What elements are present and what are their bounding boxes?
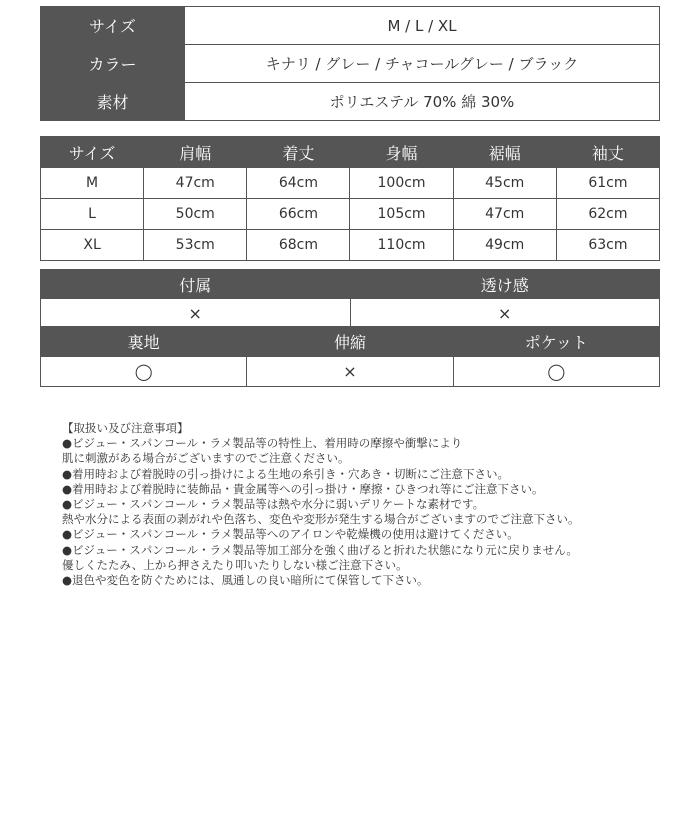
notes-line: ●着用時および着脱時の引っ掛けによる生地の糸引き・穴あき・切断にご注意下さい。 (62, 466, 510, 481)
cross-mark: × (41, 299, 351, 328)
spec-label: サイズ (41, 7, 185, 45)
table-row (41, 199, 660, 230)
table-cell: 100cm (350, 168, 453, 199)
notes-line: ●退色や変色を防ぐためには、風通しの良い暗所にて保管して下さい。 (62, 573, 429, 588)
spec-row-material (41, 83, 660, 121)
table-cell: 105cm (350, 199, 453, 230)
spec-table (40, 6, 660, 121)
table-cell: 66cm (247, 199, 350, 230)
features-value-row (41, 357, 660, 387)
table-cell: 47cm (453, 199, 556, 230)
table-cell: 63cm (556, 230, 659, 261)
table-cell: 110cm (350, 230, 453, 261)
table-cell: 68cm (247, 230, 350, 261)
notes-line: ●ビジュー・スパンコール・ラメ製品等は熱や水分に弱いデリケートな素材です。 (62, 497, 485, 512)
table-cell: L (41, 199, 144, 230)
table-cell: 62cm (556, 199, 659, 230)
notes-line: ●ビジュー・スパンコール・ラメ製品等へのアイロンや乾燥機の使用は避けてください。 (62, 527, 519, 542)
features-table-top (40, 269, 660, 328)
column-header: 着丈 (247, 137, 350, 168)
table-cell: 45cm (453, 168, 556, 199)
column-header: 身幅 (350, 137, 453, 168)
column-header: 袖丈 (556, 137, 659, 168)
notes-line: ●着用時および着脱時に装飾品・貴金属等への引っ掛け・摩擦・ひきつれ等にご注意下さい。 (62, 481, 544, 496)
size-table (40, 136, 660, 261)
table-cell: 61cm (556, 168, 659, 199)
table-cell: 64cm (247, 168, 350, 199)
size-table-header (41, 137, 660, 168)
table-row (41, 168, 660, 199)
table-cell: M (41, 168, 144, 199)
column-header: 伸縮 (247, 327, 453, 357)
circle-mark: ◯ (453, 357, 659, 387)
table-row (41, 230, 660, 261)
cross-mark: × (247, 357, 453, 387)
notes-line: 熱や水分による表面の剥がれや色落ち、変色や変形が発生する場合がございますのでご注意下さい。 (62, 512, 580, 527)
spec-row-color (41, 45, 660, 83)
care-notes (62, 421, 682, 588)
features-value-row (41, 299, 660, 328)
spec-value: キナリ / グレー / チャコールグレー / ブラック (185, 45, 660, 83)
circle-mark: ◯ (41, 357, 247, 387)
spec-label: カラー (41, 45, 185, 83)
notes-line: ●ビジュー・スパンコール・ラメ製品等の特性上、着用時の摩擦や衝撃により (62, 436, 463, 451)
column-header: ポケット (453, 327, 659, 357)
spec-label: 素材 (41, 83, 185, 121)
notes-line: 優しくたたみ、上から押さえたり叩いたりしない様ご注意下さい。 (62, 557, 408, 572)
table-cell: 47cm (144, 168, 247, 199)
table-cell: 50cm (144, 199, 247, 230)
notes-line: ●ビジュー・スパンコール・ラメ製品等加工部分を強く曲げると折れた状態になり元に戻りません。 (62, 542, 578, 557)
column-header: 肩幅 (144, 137, 247, 168)
table-cell: XL (41, 230, 144, 261)
column-header: 裾幅 (453, 137, 556, 168)
column-header: 裏地 (41, 327, 247, 357)
table-cell: 53cm (144, 230, 247, 261)
spec-value: M / L / XL (185, 7, 660, 45)
table-cell: 49cm (453, 230, 556, 261)
notes-line: 肌に刺激がある場合がございますのでご注意ください。 (62, 451, 350, 466)
cross-mark: × (350, 299, 660, 328)
features-table-bottom (40, 326, 660, 387)
features-header-row (41, 327, 660, 357)
spec-row-size (41, 7, 660, 45)
column-header: サイズ (41, 137, 144, 168)
spec-value: ポリエステル 70% 綿 30% (185, 83, 660, 121)
notes-title: 【取扱い及び注意事項】 (62, 421, 189, 435)
column-header: 付属 (41, 270, 351, 299)
column-header: 透け感 (350, 270, 660, 299)
features-header-row (41, 270, 660, 299)
